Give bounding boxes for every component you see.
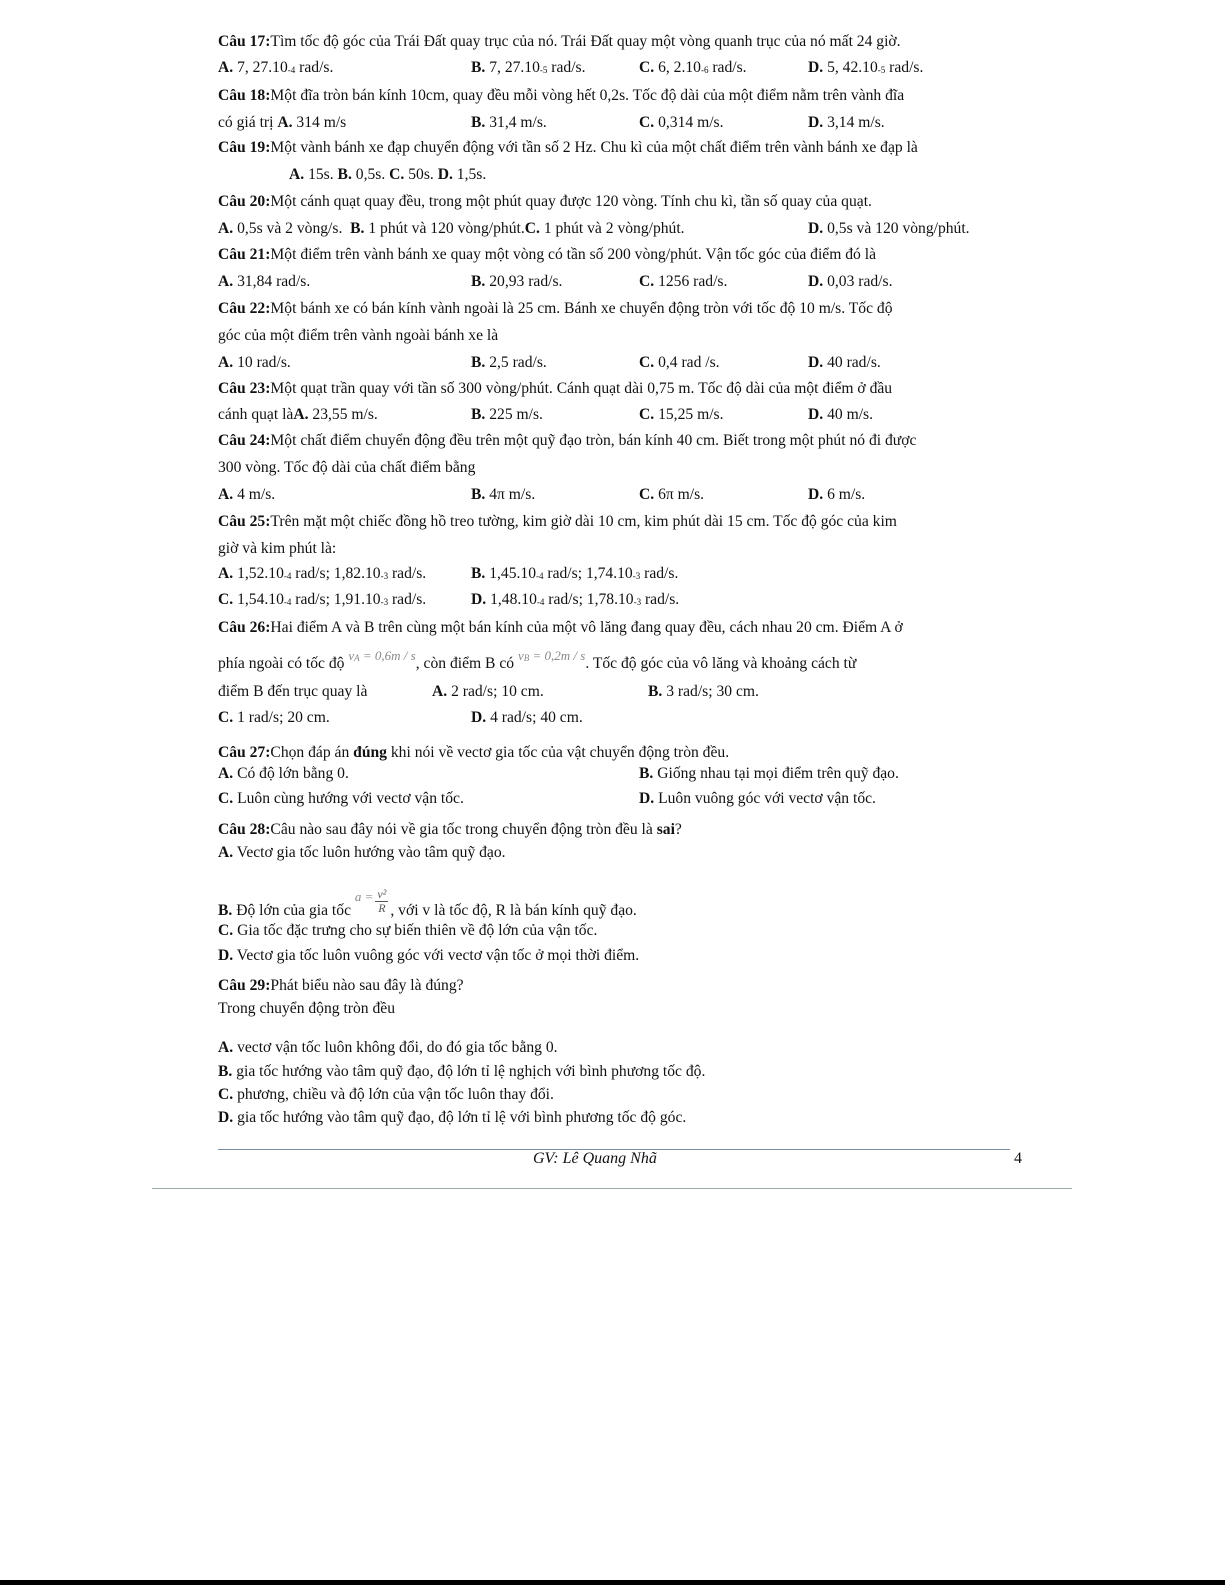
- q28-option-b: B. Độ lớn của gia tốc $^{a =}$ $\frac{\text{v²}}{R}$ , với v là tốc độ, R là bán kính quỹ đạo.: [218, 887, 637, 920]
- q26-line3: điểm B đến trục quay là: [218, 683, 368, 700]
- q23-option-c: C. 15,25 m/s.: [639, 406, 724, 423]
- q21-option-c: C. 1256 rad/s.: [639, 273, 728, 290]
- q24-option-a: A. 4 m/s.: [218, 486, 276, 503]
- q27-option-b: B. Giống nhau tại mọi điểm trên quỹ đạo.: [639, 765, 899, 782]
- question-26: Câu 26:Hai điểm A và B trên cùng một bán kính của một vô lăng đang quay đều, cách nhau 20 cm. Điểm A ở: [218, 619, 903, 636]
- q22-line2: góc của một điểm trên vành ngoài bánh xe là: [218, 327, 499, 344]
- q24-option-d: D. 6 m/s.: [808, 486, 866, 503]
- formula-va: vA = 0,6m / s: [348, 648, 416, 663]
- question-22: Câu 22:Một bánh xe có bán kính vành ngoài là 25 cm. Bánh xe chuyển động tròn với tốc độ 10 m/s. Tốc độ: [218, 300, 893, 317]
- q24-option-b: B. 4π m/s.: [471, 486, 536, 503]
- bottom-edge-bar: [0, 1580, 1225, 1585]
- page-number: 4: [1014, 1150, 1022, 1167]
- q21-option-d: D. 0,03 rad/s.: [808, 273, 893, 290]
- q29-line2: Trong chuyển động tròn đều: [218, 1000, 396, 1017]
- q23-option-d: D. 40 m/s.: [808, 406, 873, 423]
- q21-option-a: A. 31,84 rad/s.: [218, 273, 311, 290]
- question-19: Câu 19:Một vành bánh xe đạp chuyển động với tần số 2 Hz. Chu kì của một chất điểm trên vành bánh xe đạp là: [218, 139, 918, 156]
- q17-option-b: B. 7, $27.10_{-5}$ rad/s.: [471, 59, 586, 76]
- q28-option-c: C. Gia tốc đặc trưng cho sự biến thiên về độ lớn của vận tốc.: [218, 922, 598, 939]
- q18-line2: có giá trị A. 314 m/s: [218, 114, 347, 131]
- formula-a: a =: [354, 889, 374, 905]
- question-27: Câu 27:Chọn đáp án đúng khi nói về vectơ gia tốc của vật chuyển động tròn đều.: [218, 744, 730, 761]
- q22-option-c: C. 0,4 rad /s.: [639, 354, 720, 371]
- q26-option-b: B. 3 rad/s; 30 cm.: [648, 683, 759, 700]
- q20-options-abc: A. 0,5s và 2 vòng/s. B. 1 phút và 120 vòng/phút.C. 1 phút và 2 vòng/phút.: [218, 220, 685, 237]
- footer-author: GV: Lê Quang Nhã: [533, 1150, 657, 1167]
- q26-option-d: D. 4 rad/s; 40 cm.: [471, 709, 583, 726]
- q18-option-b: B. 31,4 m/s.: [471, 114, 547, 131]
- q29-option-b: B. gia tốc hướng vào tâm quỹ đạo, độ lớn tỉ lệ nghịch với bình phương tốc độ.: [218, 1063, 706, 1080]
- q27-option-c: C. Luôn cùng hướng với vectơ vận tốc.: [218, 790, 464, 807]
- q25-option-c: C. $1,54.10_{-4}$ rad/s; $1,91.10_{-3}$ rad/s.: [218, 591, 427, 608]
- q23-option-b: B. 225 m/s.: [471, 406, 543, 423]
- q18-option-c: C. 0,314 m/s.: [639, 114, 724, 131]
- question-25: Câu 25:Trên mặt một chiếc đồng hồ treo tường, kim giờ dài 10 cm, kim phút dài 15 cm. Tốc độ góc của kim: [218, 513, 897, 530]
- q22-option-b: B. 2,5 rad/s.: [471, 354, 547, 371]
- q17-option-a: A. 7, $27.10_{-4}$ rad/s.: [218, 59, 334, 76]
- q29-option-d: D. gia tốc hướng vào tâm quỹ đạo, độ lớn tỉ lệ với bình phương tốc độ góc.: [218, 1109, 687, 1126]
- formula-fraction: $\frac{\text{v²}}{R}$: [377, 887, 387, 915]
- q22-option-d: D. 40 rad/s.: [808, 354, 881, 371]
- q29-option-a: A. vectơ vận tốc luôn không đổi, do đó gia tốc bằng 0.: [218, 1039, 558, 1056]
- q25-line2: giờ và kim phút là:: [218, 540, 337, 557]
- q27-option-d: D. Luôn vuông góc với vectơ vận tốc.: [639, 790, 876, 807]
- q24-line2: 300 vòng. Tốc độ dài của chất điểm bằng: [218, 459, 476, 476]
- question-23: Câu 23:Một quạt trần quay với tần số 300 vòng/phút. Cánh quạt dài 0,75 m. Tốc độ dài của một điểm ở đầu: [218, 380, 893, 397]
- question-21: Câu 21:Một điểm trên vành bánh xe quay một vòng có tần số 200 vòng/phút. Vận tốc góc của điểm đó là: [218, 246, 877, 263]
- q25-option-b: B. $1,45.10_{-4}$ rad/s; $1,74.10_{-3}$ rad/s.: [471, 565, 679, 582]
- q27-option-a: A. Có độ lớn bằng 0.: [218, 765, 349, 782]
- q21-option-b: B. 20,93 rad/s.: [471, 273, 563, 290]
- q26-option-c: C. 1 rad/s; 20 cm.: [218, 709, 330, 726]
- q22-option-a: A. 10 rad/s.: [218, 354, 291, 371]
- q17-option-d: D. 5, $42.10_{-5}$ rad/s.: [808, 59, 924, 76]
- q25-option-d: D. $1,48.10_{-4}$ rad/s; $1,78.10_{-3}$ rad/s.: [471, 591, 680, 608]
- q17-option-c: C. 6, $2.10_{-6}$ rad/s.: [639, 59, 747, 76]
- q26-option-a: A. 2 rad/s; 10 cm.: [432, 683, 544, 700]
- q20-option-d: D. 0,5s và 120 vòng/phút.: [808, 220, 970, 237]
- q28-option-d: D. Vectơ gia tốc luôn vuông góc với vectơ vận tốc ở mọi thời điểm.: [218, 947, 640, 964]
- q18-option-d: D. 3,14 m/s.: [808, 114, 885, 131]
- q29-option-c: C. phương, chiều và độ lớn của vận tốc luôn thay đổi.: [218, 1086, 554, 1103]
- question-17: Câu 17:Tìm tốc độ góc của Trái Đất quay trục của nó. Trái Đất quay một vòng quanh trục của nó mất 24 giờ.: [218, 33, 901, 50]
- q23-line2: cánh quạt làA. 23,55 m/s.: [218, 406, 378, 423]
- question-28: Câu 28:Câu nào sau đây nói về gia tốc trong chuyển động tròn đều là sai?: [218, 821, 682, 838]
- question-24: Câu 24:Một chất điểm chuyển động đều trên một quỹ đạo tròn, bán kính 40 cm. Biết trong một phút nó đi được: [218, 432, 917, 449]
- question-20: Câu 20:Một cánh quạt quay đều, trong một phút quay được 120 vòng. Tính chu kì, tần số quay của quạt.: [218, 193, 872, 210]
- question-29: Câu 29:Phát biểu nào sau đây là đúng?: [218, 977, 464, 994]
- q19-options: A. 15s. B. 0,5s. C. 50s. D. 1,5s.: [289, 166, 487, 183]
- q26-line2: phía ngoài có tốc độ $^{v_A = 0,6m / s}$, còn điểm B có $^{v_B = 0,2m / s}$. Tốc độ góc của vô lăng và khoảng cách từ: [218, 648, 857, 672]
- formula-vb: vB = 0,2m / s: [517, 648, 586, 663]
- q24-option-c: C. 6π m/s.: [639, 486, 705, 503]
- q25-option-a: A. $1,52.10_{-4}$ rad/s; $1,82.10_{-3}$ rad/s.: [218, 565, 427, 582]
- page-bottom-divider: [152, 1188, 1072, 1189]
- q28-option-a: A. Vectơ gia tốc luôn hướng vào tâm quỹ đạo.: [218, 844, 506, 861]
- question-18: Câu 18:Một đĩa tròn bán kính 10cm, quay đều mỗi vòng hết 0,2s. Tốc độ dài của một điểm nằm trên vành đĩa: [218, 87, 905, 104]
